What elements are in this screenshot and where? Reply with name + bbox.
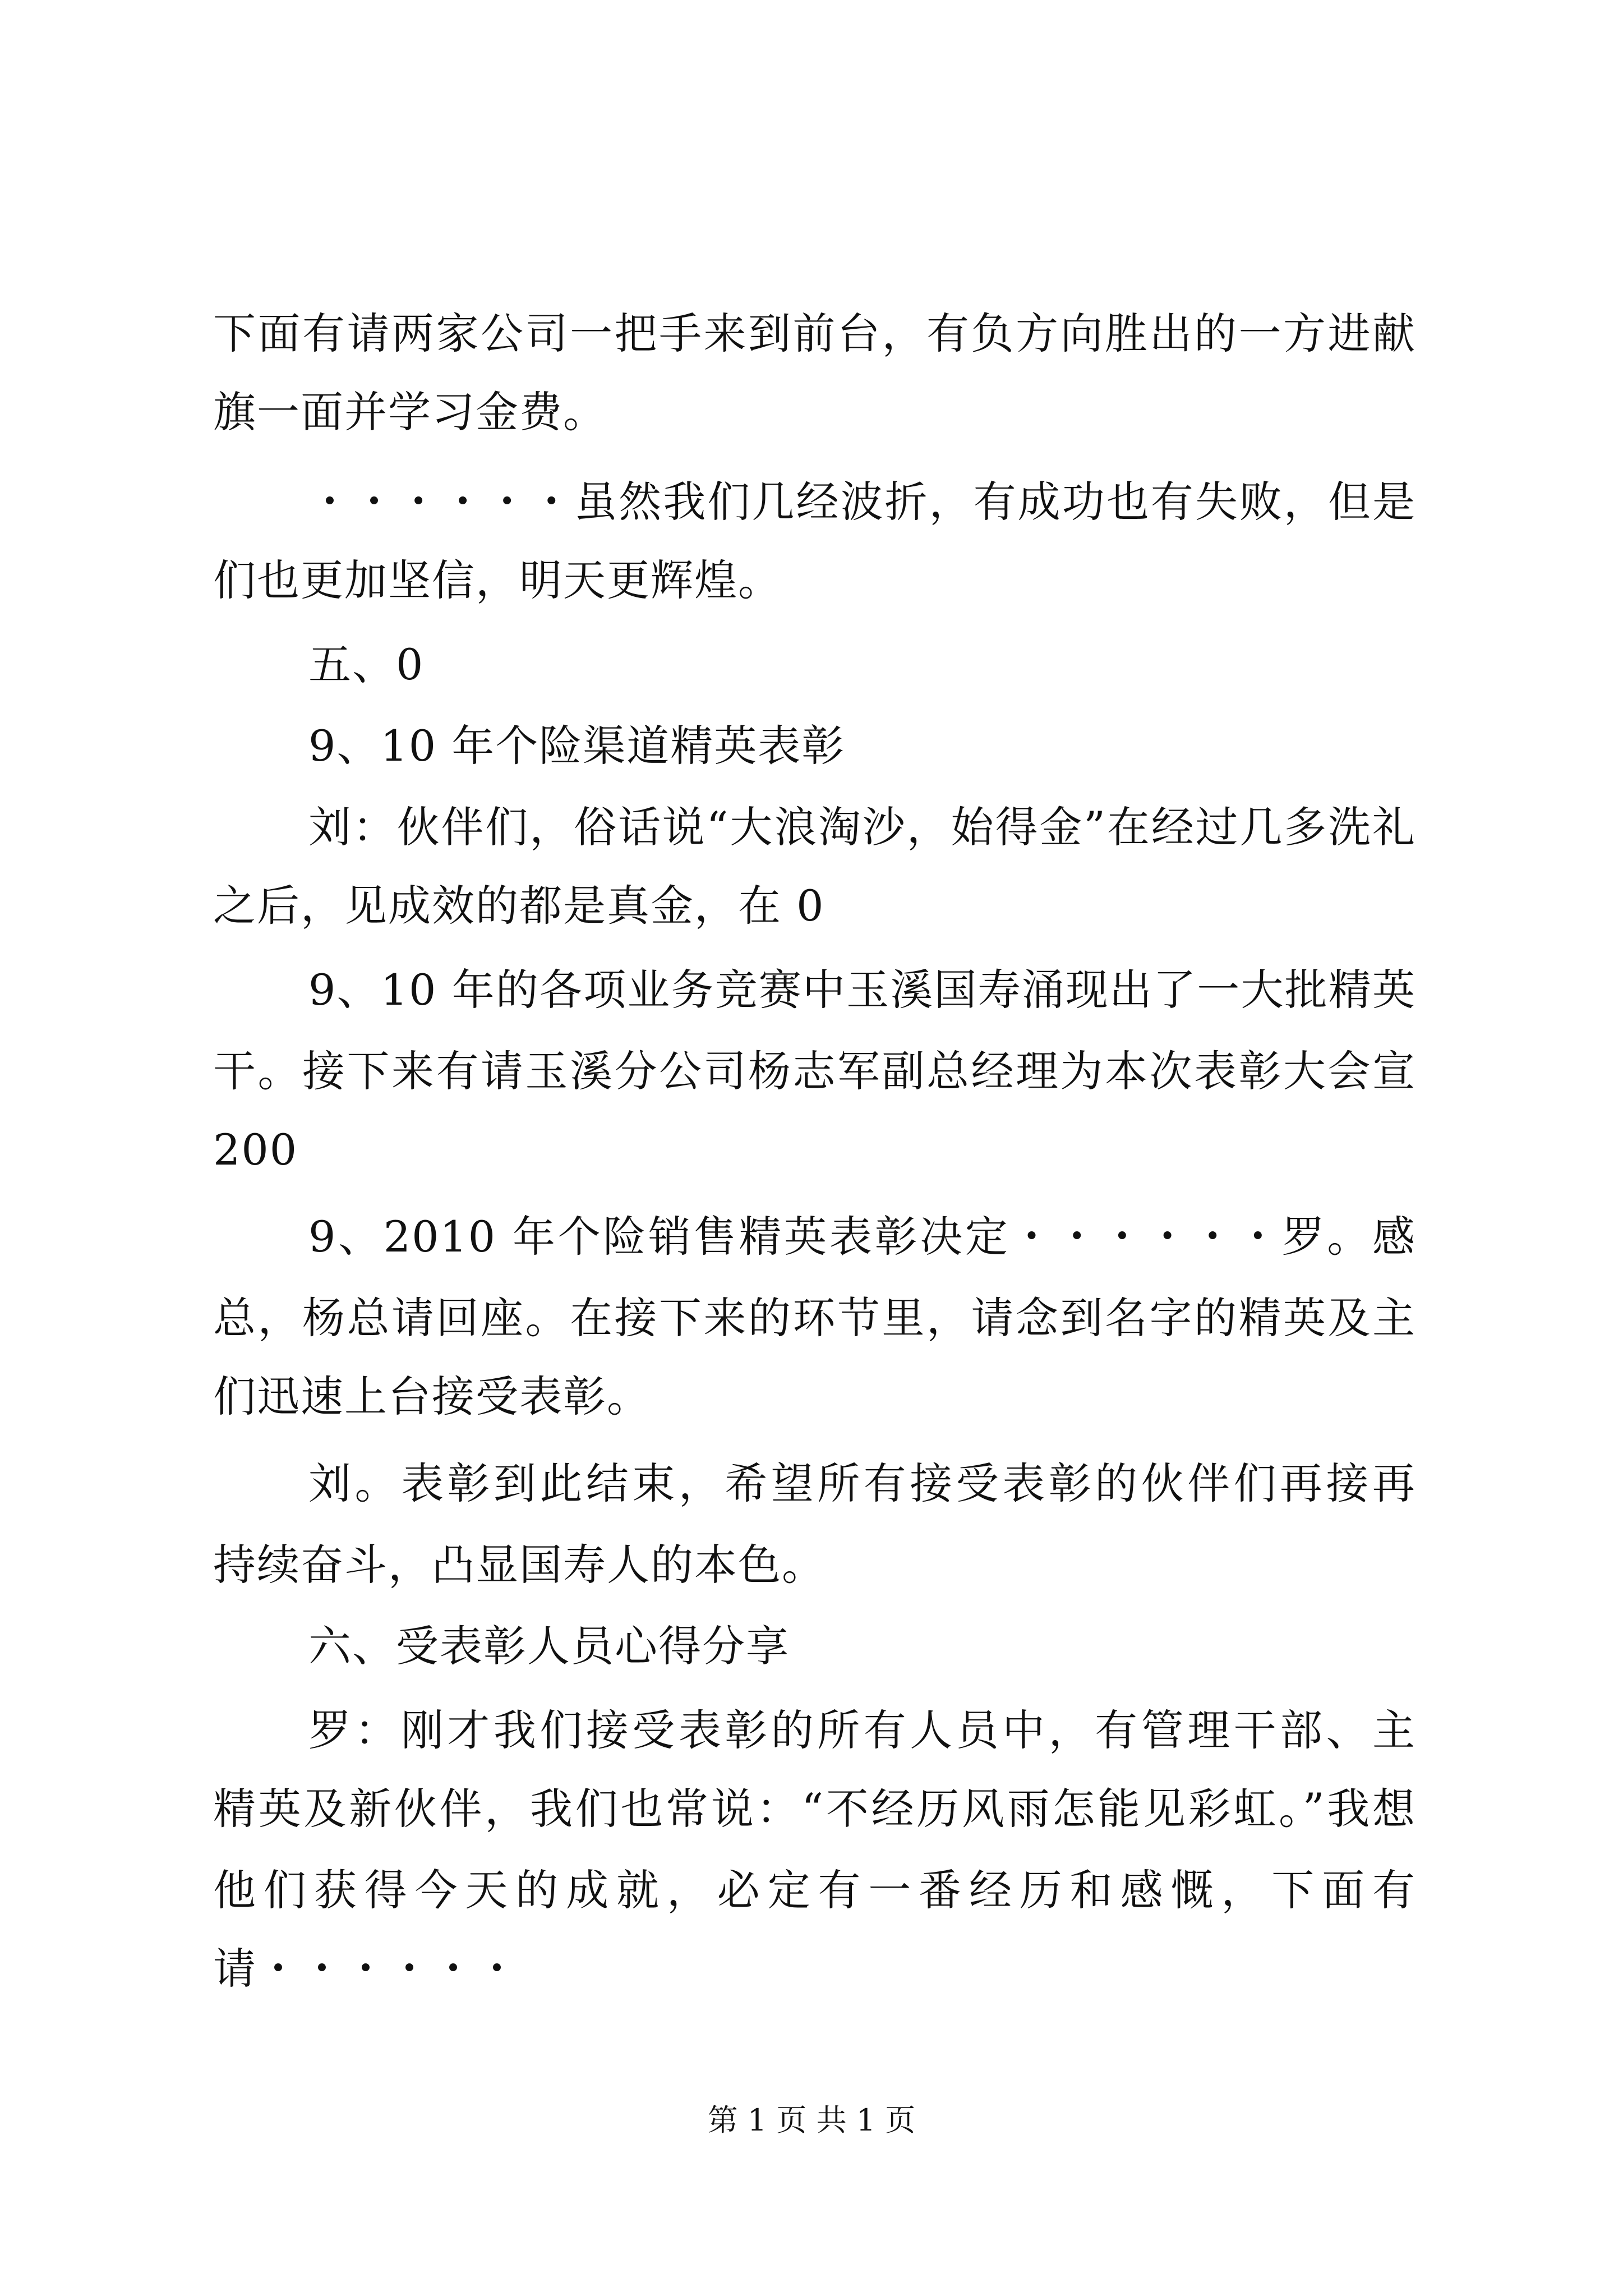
paragraph-5-line-2: 之后，见成效的都是真金，在 0 — [213, 881, 825, 931]
paragraph-5-line-1: 刘：伙伴们，俗话说“大浪淘沙，始得金”在经过几多洗礼 — [308, 802, 1416, 852]
paragraph-1-line-2: 旗一面并学习金费。 — [213, 387, 607, 437]
page-number-footer: 第 1 页 共 1 页 — [707, 2102, 916, 2138]
paragraph-8-line-2: 持续奋斗，凸显国寿人的本色。 — [213, 1540, 826, 1590]
section-heading-elite-award: 9、10 年个险渠道精英表彰 — [308, 721, 846, 771]
paragraph-8-line-1: 刘。表彰到此结束，希望所有接受表彰的伙伴们再接再 — [308, 1458, 1416, 1508]
paragraph-10-line-3: 他们获得今天的成就，必定有一番经历和感慨，下面有 — [213, 1865, 1416, 1915]
paragraph-7-line-3: 们迅速上台接受表彰。 — [213, 1372, 651, 1421]
paragraph-10-line-1: 罗：刚才我们接受表彰的所有人员中，有管理干部、主 — [308, 1705, 1416, 1755]
paragraph-6-line-2: 干。接下来有请玉溪分公司杨志军副总经理为本次表彰大会宣 — [213, 1046, 1416, 1096]
paragraph-1-line-1: 下面有请两家公司一把手来到前台，有负方向胜出的一方进献 — [213, 309, 1416, 358]
paragraph-10-line-4: 请・・・・・・ — [213, 1944, 519, 1994]
paragraph-7-line-1: 9、2010 年个险销售精英表彰决定・・・・・・罗。感 — [308, 1212, 1416, 1262]
paragraph-6-line-3: 200 — [213, 1125, 298, 1175]
paragraph-6-line-1: 9、10 年的各项业务竞赛中玉溪国寿涌现出了一大批精英 — [308, 965, 1416, 1015]
paragraph-2-line-2: 们也更加坚信，明天更辉煌。 — [213, 555, 782, 605]
section-heading-five: 五、0 — [308, 639, 425, 689]
paragraph-2-line-1: ・・・・・・虽然我们几经波折，有成功也有失败，但是 — [308, 477, 1416, 527]
paragraph-7-line-2: 总，杨总请回座。在接下来的环节里，请念到名字的精英及主 — [213, 1293, 1416, 1343]
paragraph-10-line-2: 精英及新伙伴，我们也常说：“不经历风雨怎能见彩虹。”我想 — [213, 1784, 1416, 1834]
section-heading-six: 六、受表彰人员心得分享 — [308, 1621, 790, 1671]
